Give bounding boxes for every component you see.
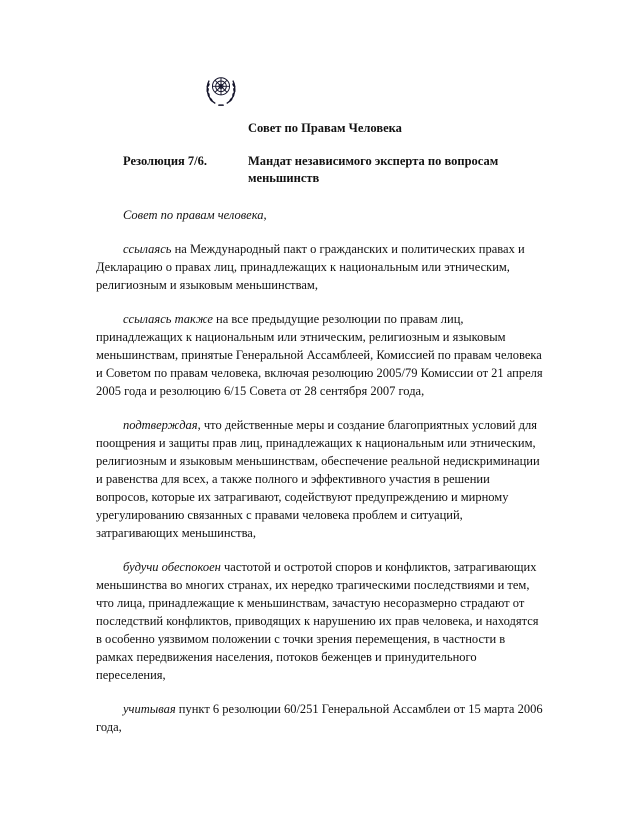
paragraph-lead: Совет по правам человека, [123, 208, 267, 222]
paragraph-taking-into-account [96, 700, 545, 736]
paragraph-lead: ссылаясь [123, 242, 172, 256]
paragraph-opening [96, 206, 545, 224]
paragraph-lead: ссылаясь также [123, 312, 213, 326]
org-title: Совет по Правам Человека [248, 121, 402, 135]
paragraph-lead: учитывая [123, 702, 176, 716]
resolution-heading [123, 153, 640, 187]
paragraph-recalling-also [96, 310, 545, 400]
paragraph-recalling [96, 240, 545, 294]
paragraph-reaffirming [96, 416, 545, 542]
document-body [96, 206, 545, 736]
un-emblem-icon [202, 72, 240, 112]
paragraph-concerned [96, 558, 545, 684]
paragraph-text: на все предыдущие резолюции по правам лиц, принадлежащих к национальным или этническим, религиозным и языковым меньшинствам, принятые Генеральной Ассамблеей, Комиссией по правам человека и Советом по правам человека, включая резолюцию 2005/79 Комиссии от 21 апреля 2005 года и резолюцию 6/15 Совета от 28 сентября 2007 года, [96, 312, 543, 398]
paragraph-text: пункт 6 резолюции 60/251 Генеральной Ассамблеи от 15 марта 2006 года, [96, 702, 543, 734]
resolution-title: Мандат независимого эксперта по вопросам меньшинств [248, 154, 499, 185]
resolution-label: Резолюция 7/6. [123, 154, 208, 168]
paragraph-lead: будучи обеспокоен [123, 560, 221, 574]
paragraph-text: частотой и остротой споров и конфликтов, затрагивающих меньшинства во многих странах, их нередко трагическими последствиями и тем, что лица, принадлежащие к меньшинствам, зачастую несоразмерно страдают от последствий конфликтов, приводящих к нарушению их прав человека, и находятся в особенно уязвимом положении с точки зрения перемещения, в частности в рамках передвижения населения, потоков беженцев и принудительного переселения, [96, 560, 539, 682]
paragraph-lead: подтверждая [123, 418, 198, 432]
paragraph-text: на Международный пакт о гражданских и политических правах и Декларацию о правах лиц, принадлежащих к национальным или этническим, религиозным и языковым меньшинствам, [96, 242, 525, 292]
paragraph-text: , что действенные меры и создание благоприятных условий для поощрения и защиты прав лиц, принадлежащих к национальным или этническим, религиозным и языковым меньшинствам, обеспечение реальной недискриминации и равенства для всех, а также полного и эффективного участия в решении вопросов, которые их затрагивают, содействуют предупреждению и мирному урегулированию связанных с правами человека проблем и ситуаций, затрагивающих меньшинства, [96, 418, 540, 540]
